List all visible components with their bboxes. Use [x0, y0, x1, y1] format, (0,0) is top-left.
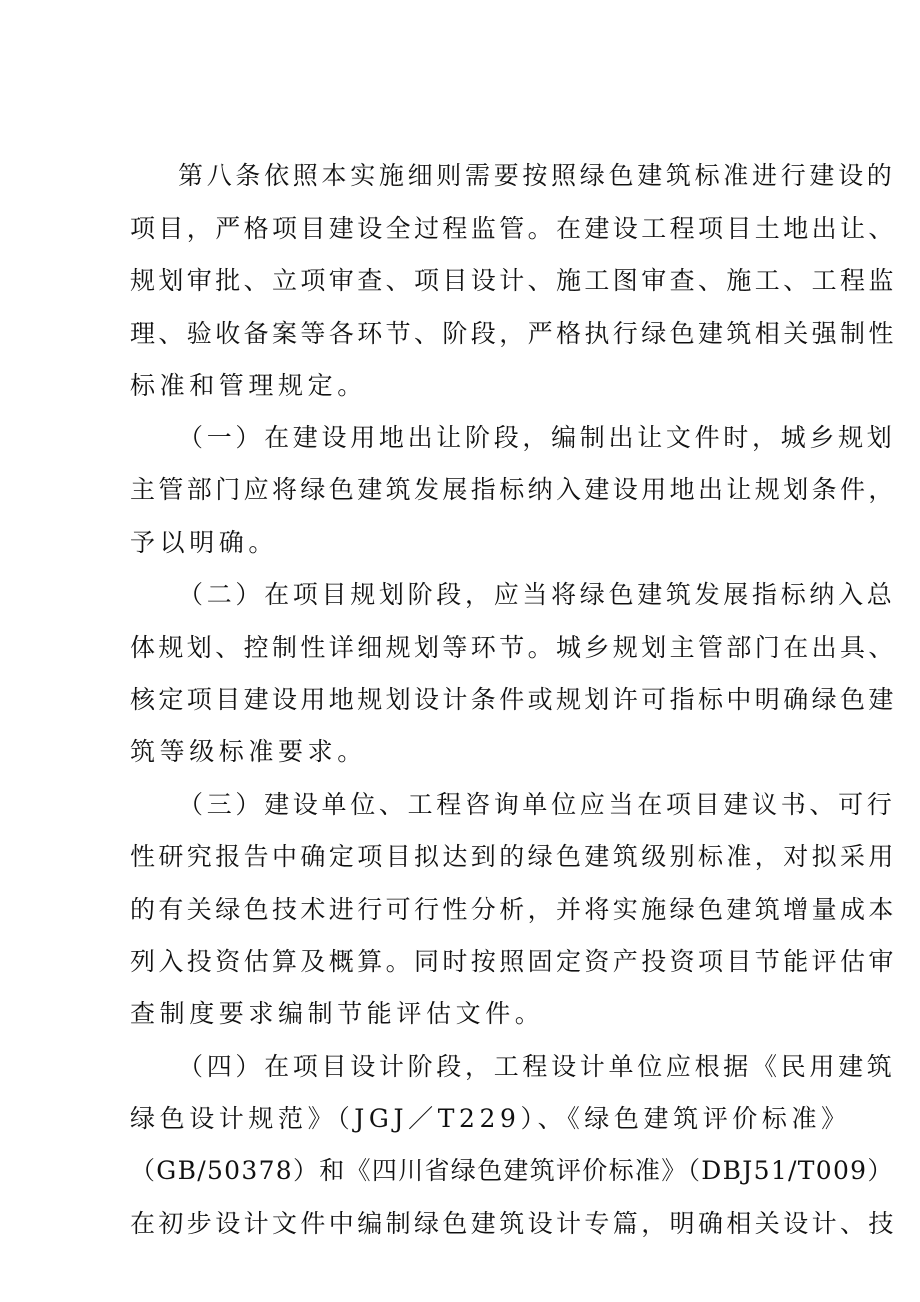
text-line: 列入投资估算及概算。同时按照固定资产投资项目节能评估审	[130, 947, 897, 976]
text-line: 在初步设计文件中编制绿色建筑设计专篇，明确相关设计、技	[130, 1209, 897, 1238]
text-line: 规划审批、立项审查、项目设计、施工图审查、施工、工程监	[130, 266, 897, 295]
text-line: （GB/50378）和《四川省绿色建筑评价标准》（DBJ51/T009）	[130, 1156, 894, 1185]
text-line: 主管部门应将绿色建筑发展指标纳入建设用地出让规划条件，	[130, 475, 897, 504]
text-line: 核定项目建设用地规划设计条件或规划许可指标中明确绿色建	[130, 685, 897, 714]
text-line: 体规划、控制性详细规划等环节。城乡规划主管部门在出具、	[130, 633, 897, 662]
text-line: 理、验收备案等各环节、阶段，严格执行绿色建筑相关强制性	[130, 319, 897, 348]
text-line: （一）在建设用地出让阶段，编制出让文件时，城乡规划	[178, 423, 896, 452]
text-line: 查制度要求编制节能评估文件。	[130, 999, 545, 1028]
text-line: （二）在项目规划阶段，应当将绿色建筑发展指标纳入总	[178, 580, 896, 609]
text-line: 性研究报告中确定项目拟达到的绿色建筑级别标准，对拟采用	[130, 842, 897, 871]
text-line: （三）建设单位、工程咨询单位应当在项目建议书、可行	[178, 790, 896, 819]
text-line: 的有关绿色技术进行可行性分析，并将实施绿色建筑增量成本	[130, 895, 897, 924]
text-line: 标准和管理规定。	[130, 371, 367, 400]
text-line: 予以明确。	[130, 528, 279, 557]
text-line: （四）在项目设计阶段，工程设计单位应根据《民用建筑	[178, 1052, 896, 1081]
text-line: 筑等级标准要求。	[130, 737, 367, 766]
text-line: 第八条依照本实施细则需要按照绿色建筑标准进行建设的	[178, 161, 896, 190]
text-line: 项目，严格项目建设全过程监管。在建设工程项目土地出让、	[130, 214, 897, 243]
text-line: 绿色设计规范》（JGJ／T229）、《绿色建筑评价标准》	[130, 1104, 851, 1133]
